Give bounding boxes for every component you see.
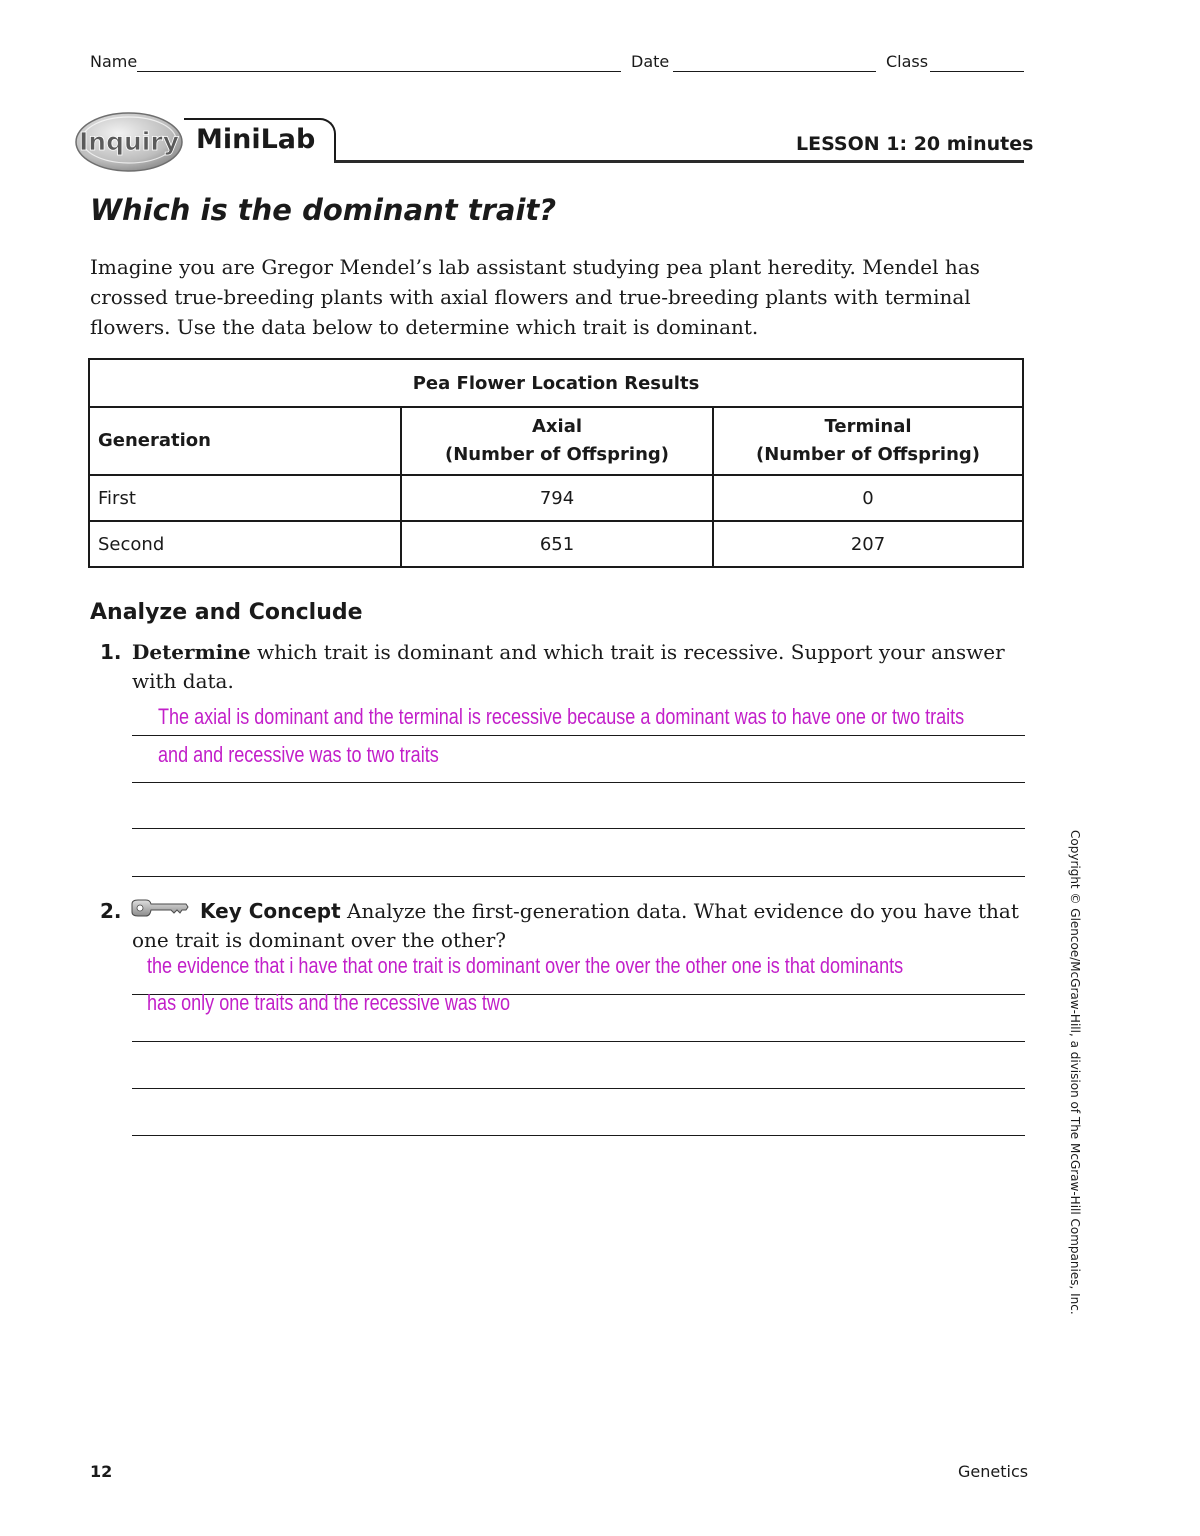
inquiry-badge-text: Inquiry (79, 127, 179, 156)
page-number: 12 (90, 1462, 113, 1481)
table-caption: Pea Flower Location Results (89, 359, 1023, 407)
row-second-terminal: 207 (713, 521, 1023, 567)
header-terminal (713, 407, 1023, 475)
q2-number: 2. (100, 899, 122, 923)
q1-answer-field[interactable] (132, 735, 1025, 736)
banner-rule (334, 160, 1024, 163)
row-second-axial: 651 (401, 521, 713, 567)
q1-answer-line2: and and recessive was to two traits (158, 742, 439, 767)
lesson-label: LESSON 1: 20 minutes (796, 133, 1034, 155)
class-field[interactable] (930, 71, 1024, 72)
answer-line[interactable] (132, 876, 1025, 877)
row-second-generation: Second (89, 521, 401, 567)
q2-prompt: Analyze the first-generation data. What evidence do you have that one trait is dominant over the other? (132, 899, 1019, 952)
answer-line[interactable] (132, 828, 1025, 829)
q1-text (132, 638, 1022, 696)
page-title: Which is the dominant trait? (90, 193, 557, 227)
intro-paragraph: Imagine you are Gregor Mendel’s lab assistant studying pea plant heredity. Mendel has crossed true-breeding plants with axial flowers and true-breeding plants with terminal flowers. Use the data below to determine which trait is dominant. (90, 255, 980, 339)
header-generation: Generation (89, 407, 401, 475)
copyright-sidebar (1068, 830, 1084, 1315)
q1-answer-line1: The axial is dominant and the terminal is recessive because a dominant was to have one or two traits (158, 704, 965, 729)
copyright-text: Copyright © Glencoe/McGraw-Hill, a division of The McGraw-Hill Companies, Inc. (1068, 830, 1082, 1315)
answer-line[interactable] (132, 1135, 1025, 1136)
date-label: Date (631, 52, 670, 71)
q1-keyword: Determine (132, 640, 251, 664)
header-axial-title: Axial (531, 416, 583, 437)
answer-line[interactable] (132, 1088, 1025, 1089)
name-field[interactable] (137, 71, 621, 72)
header-axial-sub: (Number of Offspring) (444, 444, 669, 465)
section-heading: Analyze and Conclude (90, 600, 363, 625)
class-label: Class (886, 52, 929, 71)
date-field[interactable] (673, 71, 876, 72)
q2-answer-line2: has only one traits and the recessive was two (147, 990, 511, 1015)
inquiry-badge-icon (74, 110, 184, 172)
row-first-terminal: 0 (713, 475, 1023, 521)
minilab-label: MiniLab (196, 124, 316, 155)
footer-subject: Genetics (958, 1462, 1029, 1481)
results-table (88, 358, 1024, 568)
table-row (89, 475, 1023, 521)
row-first-axial: 794 (401, 475, 713, 521)
q1-number: 1. (100, 640, 122, 664)
answer-line[interactable] (132, 1041, 1025, 1042)
q2-answer-line1: the evidence that i have that one trait is dominant over the over the other one is that dominants (147, 953, 904, 978)
answer-line[interactable] (132, 782, 1025, 783)
q1-prompt: which trait is dominant and which trait is recessive. Support your answer with data. (132, 640, 1005, 693)
header-terminal-title: Terminal (824, 416, 912, 437)
q2-text (132, 897, 1022, 955)
name-label: Name (90, 52, 138, 71)
row-first-generation: First (89, 475, 401, 521)
table-row (89, 521, 1023, 567)
header-terminal-sub: (Number of Offspring) (755, 444, 980, 465)
q2-keyword: Key Concept (200, 899, 341, 923)
header-axial (401, 407, 713, 475)
